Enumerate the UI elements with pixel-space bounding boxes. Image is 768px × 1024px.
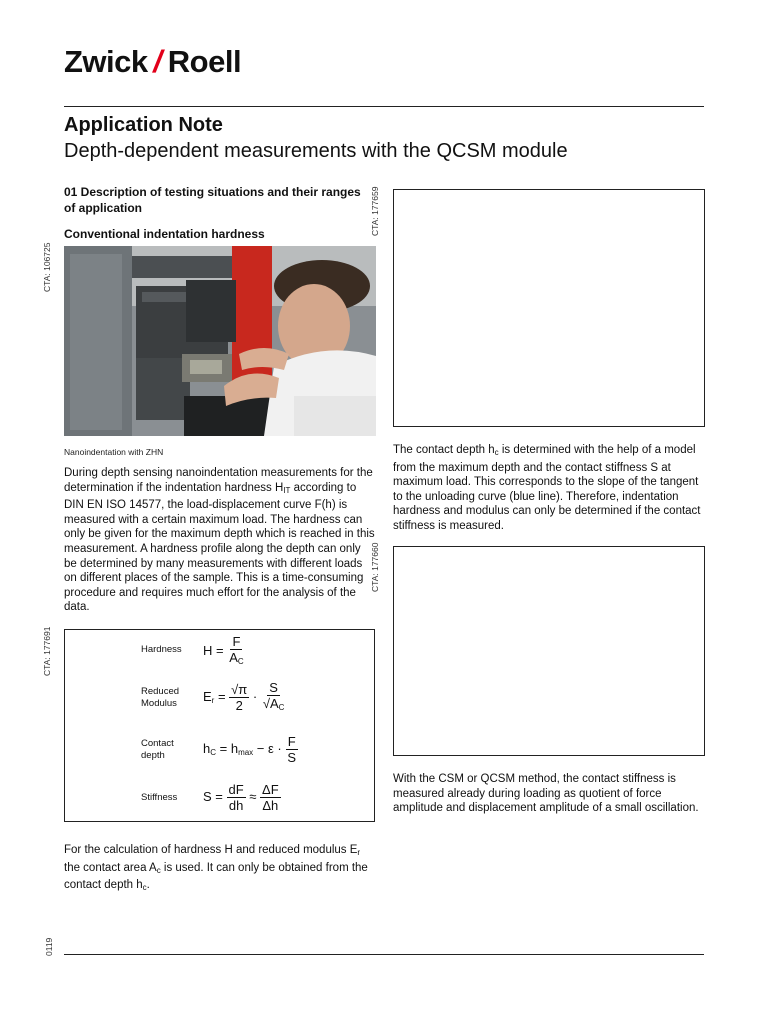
photo-caption: Nanoindentation with ZHN <box>64 447 164 457</box>
company-logo <box>64 44 241 80</box>
lab-photo <box>64 246 376 436</box>
logo-slash: / <box>150 44 166 79</box>
contact-depth-formula: $h_C = h_{max} - \varepsilon$ · $\frac{F}{S}$ <box>203 734 297 765</box>
figure1-code: CTA: 177659 <box>370 186 380 236</box>
contact-label-line1: Contact <box>141 738 174 749</box>
header-rule <box>64 106 704 107</box>
logo-word-zwick: Zwick <box>64 44 148 79</box>
intro-paragraph <box>64 466 376 615</box>
formula-box <box>64 629 375 822</box>
calc-subscript-2: c <box>156 865 161 875</box>
contact-text-1: The contact depth h <box>393 444 495 456</box>
contact-subscript: c <box>494 448 499 457</box>
modulus-formula: $E_r$ = $\frac{√\pi}{2}$ · $\frac{S}{√A_C}$ <box>203 680 285 713</box>
contact-label-line2: depth <box>141 750 165 761</box>
document-type: Application Note <box>64 114 223 136</box>
contact-depth-label <box>141 738 174 762</box>
calc-text-4: . <box>146 879 150 892</box>
calculation-paragraph <box>64 843 376 896</box>
formula-code: CTA: 177691 <box>42 626 52 676</box>
contact-depth-paragraph <box>393 443 705 534</box>
photo-code: CTA: 106725 <box>42 242 52 292</box>
intro-subscript: IT <box>283 485 291 495</box>
figure2-code: CTA: 177660 <box>370 542 380 592</box>
intro-text-1: During depth sensing nanoindentation measurements for the determination if the indentation hardness H <box>64 467 373 494</box>
hardness-formula: H = $\frac{F}{A_C}$ <box>203 634 244 666</box>
calc-text-1: For the calculation of hardness H and reduced modulus E <box>64 844 358 856</box>
calc-subscript-1: r <box>357 848 361 857</box>
calc-subscript-3: c <box>142 883 147 893</box>
section-heading: 01 Description of testing situations and their ranges of application <box>64 185 361 215</box>
stiffness-label: Stiffness <box>141 792 178 803</box>
modulus-label-line2: Modulus <box>141 698 177 709</box>
sub-heading: Conventional indentation hardness <box>64 227 265 241</box>
contact-text-2: is determined with the help of a model from the maximum depth and the contact stiffness S at maximum load. This corresponds to the slope of the tangent to the unloading curve (blue line). Therefore, indentation hardness and modulus can only be determined if the contact stiffness is measured. <box>393 444 701 532</box>
stiffness-formula: S = $\frac{dF}{dh}$ ≈ $\frac{\Delta F}{\Delta h}$ <box>203 782 279 813</box>
page-code: 0119 <box>44 937 54 956</box>
modulus-label <box>141 686 179 710</box>
calc-text-2: the contact area A <box>64 861 157 874</box>
csm-paragraph: With the CSM or QCSM method, the contact stiffness is measured already during loading as quotient of force amplitude and displacement amplitude of a small oscillation. <box>393 773 699 815</box>
intro-text-2: according to DIN EN ISO 14577, the load-displacement curve F(h) is measured with a certain maximum load. The hardness can only be given for the maximum depth which is reached in this measurement. A hardness profile along the depth can only be determined by many measurements with different loads on different places of the sample. This is a time-consuming procedure and requires much effort for the analysis of the data. <box>64 481 375 614</box>
modulus-label-line1: Reduced <box>141 686 180 697</box>
figure-2-frame <box>393 546 705 756</box>
hardness-label: Hardness <box>141 644 182 655</box>
logo-word-roell: Roell <box>167 44 242 79</box>
figure-1-frame <box>393 189 705 427</box>
nanoindenter-illustration <box>64 246 376 436</box>
document-title: Depth-dependent measurements with the QCSM module <box>64 140 568 162</box>
footer-rule <box>64 954 704 955</box>
calc-text-3: is used. It can only be obtained from the contact depth h <box>64 861 368 892</box>
